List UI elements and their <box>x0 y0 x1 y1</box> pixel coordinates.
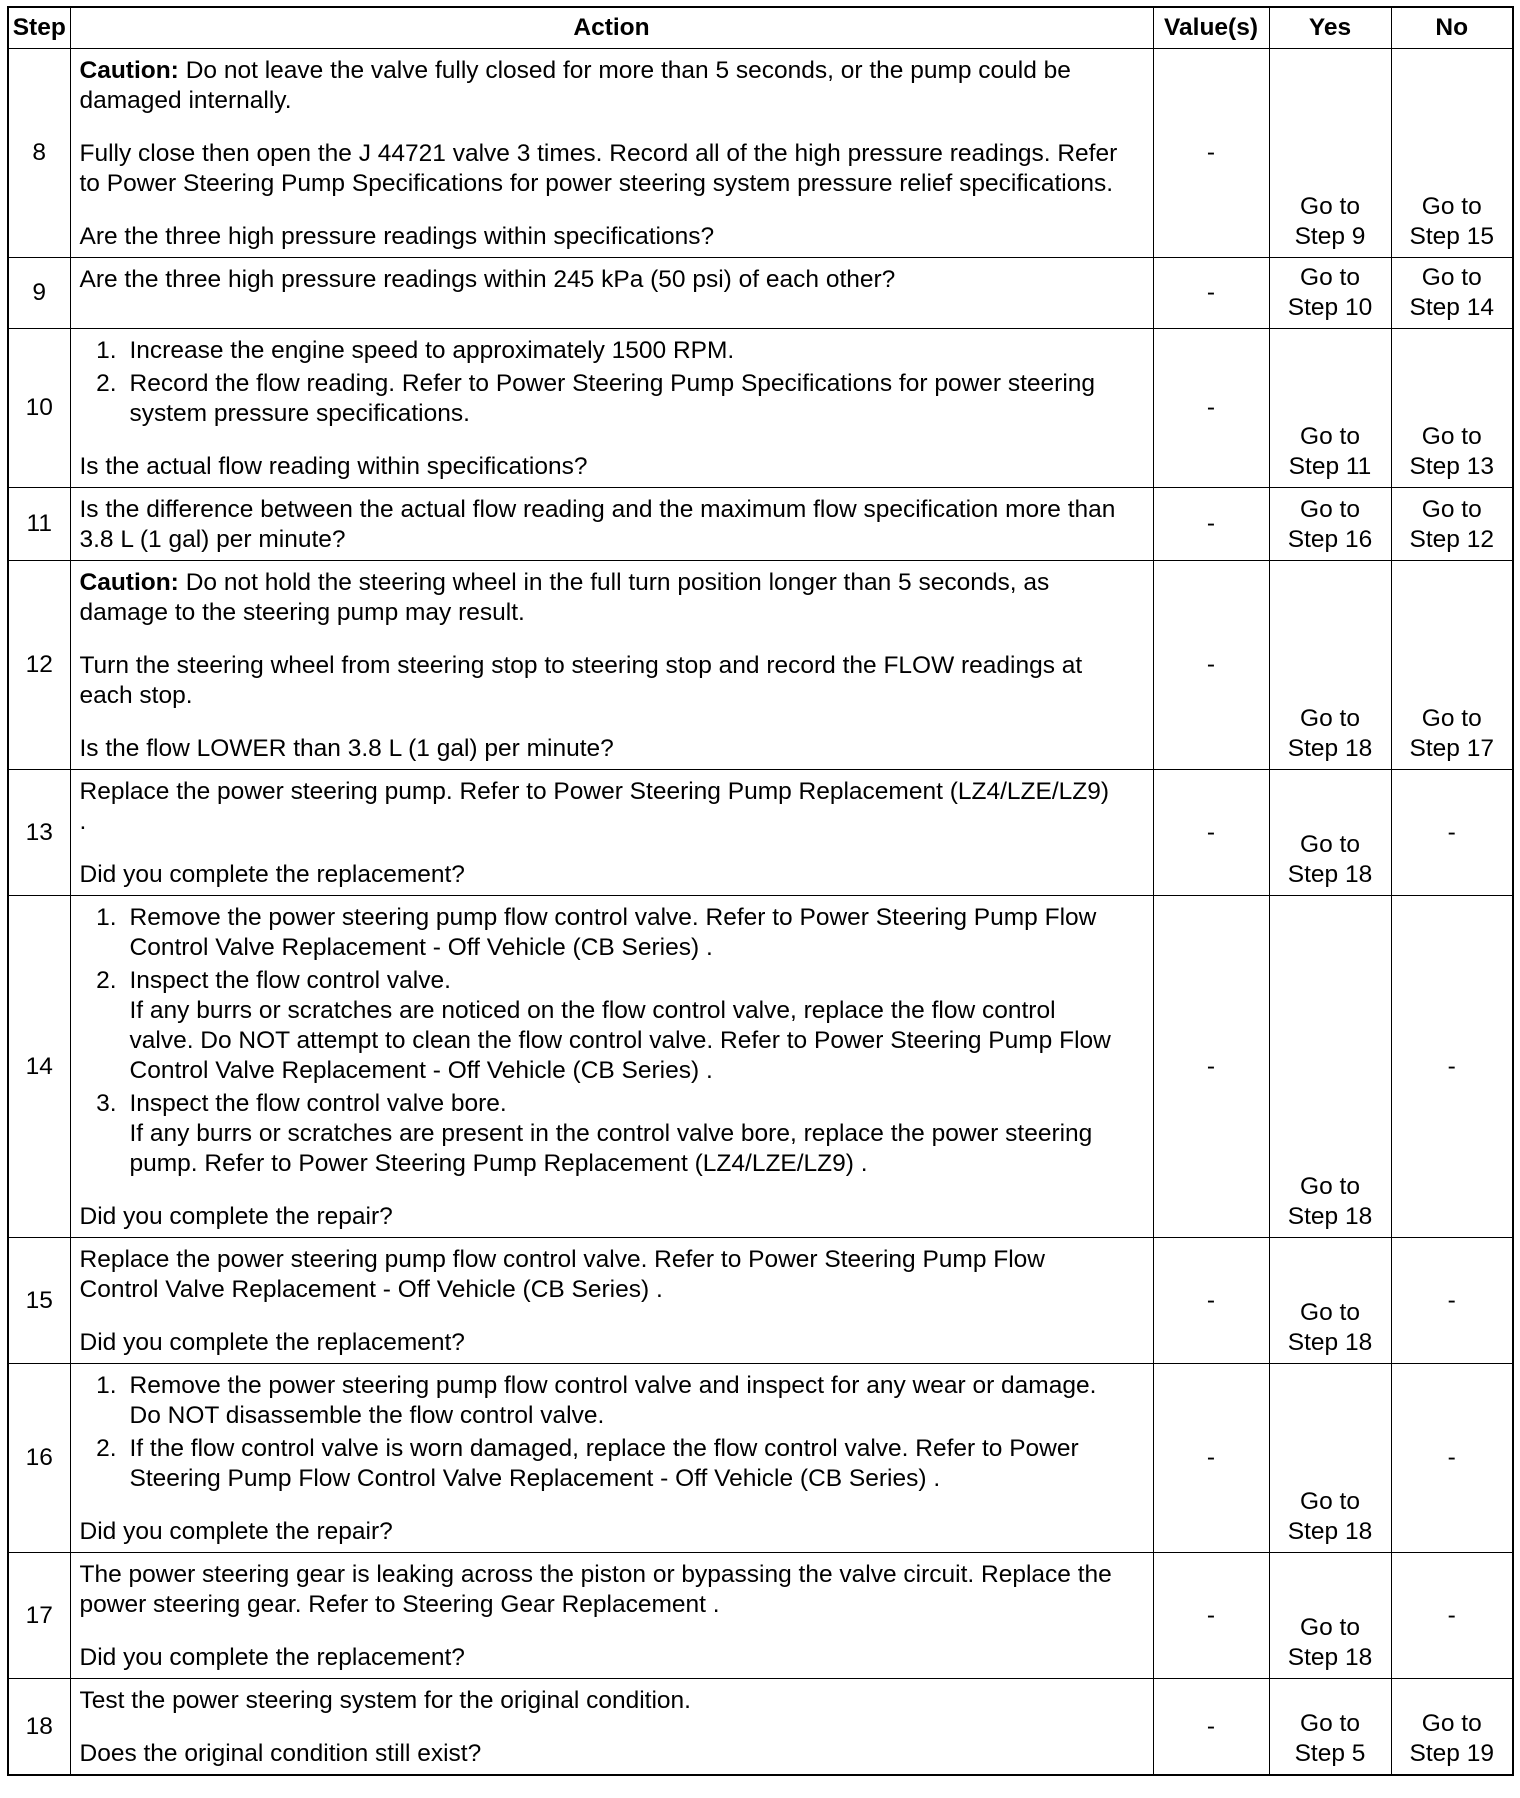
text-line: valve. Do NOT attempt to clean the flow control valve. Refer to Power Steering Pump Flow <box>129 1027 1111 1054</box>
caution-note <box>80 56 1147 116</box>
text-line: Control Valve Replacement - Off Vehicle (CB Series) . <box>129 934 713 961</box>
list-number: 2. <box>96 967 117 994</box>
no-cell <box>1391 1679 1513 1776</box>
text-line: Does the original condition still exist? <box>79 1740 482 1767</box>
question <box>80 734 1147 764</box>
no-result: Go to Step 15 <box>1409 193 1494 250</box>
action-cell <box>70 258 1153 329</box>
text-line: Remove the power steering pump flow control valve and inspect for any wear or damage. <box>129 1372 1097 1399</box>
action-cell <box>70 561 1153 770</box>
yes-cell <box>1269 561 1391 770</box>
value-cell: - <box>1153 1238 1269 1364</box>
step-number-cell: 16 <box>8 1364 70 1553</box>
step-row <box>8 561 1513 770</box>
yes-result: Go to Step 18 <box>1287 1299 1373 1356</box>
value-cell: - <box>1153 258 1269 329</box>
action-cell <box>70 896 1153 1238</box>
step-number-cell: 13 <box>8 770 70 896</box>
list-item <box>80 1434 1147 1494</box>
yes-cell <box>1269 770 1391 896</box>
text-line: Did you complete the replacement? <box>79 1644 465 1671</box>
question <box>80 1328 1147 1358</box>
header-values: Value(s) <box>1153 7 1269 49</box>
caution-note <box>80 568 1147 628</box>
action-cell <box>70 1553 1153 1679</box>
text-run: Do not leave the valve fully closed for more than 5 seconds, or the pump could be <box>185 57 1071 84</box>
yes-result: Go to Step 9 <box>1294 193 1366 250</box>
yes-result: Go to Step 18 <box>1287 705 1373 762</box>
yes-cell <box>1269 896 1391 1238</box>
yes-result: Go to Step 10 <box>1287 264 1373 321</box>
no-cell <box>1391 488 1513 561</box>
list-number: 1. <box>96 1372 117 1399</box>
text-line: Steering Pump Flow Control Valve Replacement - Off Vehicle (CB Series) . <box>129 1465 941 1492</box>
yes-result: Go to Step 16 <box>1287 496 1373 553</box>
list-item <box>80 336 1147 366</box>
no-result: - <box>1447 1601 1456 1629</box>
paragraph <box>80 1245 1147 1305</box>
text-line: damage to the steering pump may result. <box>79 599 525 626</box>
step-row <box>8 1679 1513 1776</box>
paragraph <box>80 1686 1147 1716</box>
action-cell <box>70 1364 1153 1553</box>
value-cell: - <box>1153 49 1269 258</box>
step-row <box>8 488 1513 561</box>
text-line: damaged internally. <box>79 87 292 114</box>
no-result: Go to Step 13 <box>1409 423 1494 480</box>
text-line: Control Valve Replacement - Off Vehicle (CB Series) . <box>79 1276 663 1303</box>
yes-result: Go to Step 18 <box>1287 1614 1373 1671</box>
header-row <box>8 7 1513 49</box>
question <box>80 1517 1147 1547</box>
header-action: Action <box>70 7 1153 49</box>
text-line: Is the actual flow reading within specifications? <box>79 453 588 480</box>
yes-cell <box>1269 1238 1391 1364</box>
no-cell <box>1391 329 1513 488</box>
value-cell: - <box>1153 1364 1269 1553</box>
yes-cell <box>1269 488 1391 561</box>
text-line <box>80 568 1147 598</box>
list-number: 1. <box>96 904 117 931</box>
list-number: 3. <box>96 1090 117 1117</box>
text-line: Do NOT disassemble the flow control valve. <box>129 1402 605 1429</box>
value-cell: - <box>1153 1679 1269 1776</box>
step-row <box>8 1553 1513 1679</box>
text-line: The power steering gear is leaking across the piston or bypassing the valve circuit. Replace the <box>79 1561 1112 1588</box>
step-number-cell: 18 <box>8 1679 70 1776</box>
question <box>80 1202 1147 1232</box>
text-line: Fully close then open the J 44721 valve 3 times. Record all of the high pressure readings. Refer <box>79 140 1118 167</box>
action-cell <box>70 1238 1153 1364</box>
paragraph <box>80 777 1147 837</box>
text-line: Did you complete the repair? <box>79 1203 393 1230</box>
value-cell: - <box>1153 770 1269 896</box>
yes-result: Go to Step 18 <box>1287 831 1373 888</box>
no-cell <box>1391 49 1513 258</box>
header-yes: Yes <box>1269 7 1391 49</box>
header-no: No <box>1391 7 1513 49</box>
no-result: Go to Step 17 <box>1409 705 1494 762</box>
caution-label: Caution: <box>79 569 179 596</box>
text-line: Remove the power steering pump flow control valve. Refer to Power Steering Pump Flow <box>129 904 1097 931</box>
list-item <box>80 966 1147 1086</box>
yes-cell <box>1269 49 1391 258</box>
value-cell: - <box>1153 488 1269 561</box>
text-line: . <box>79 808 87 835</box>
text-line: Are the three high pressure readings within specifications? <box>79 223 715 250</box>
text-line: Control Valve Replacement - Off Vehicle (CB Series) . <box>129 1057 713 1084</box>
no-cell <box>1391 770 1513 896</box>
step-number-cell: 14 <box>8 896 70 1238</box>
step-number-cell: 9 <box>8 258 70 329</box>
no-cell <box>1391 1238 1513 1364</box>
step-row <box>8 1238 1513 1364</box>
caution-label: Caution: <box>79 57 179 84</box>
step-row <box>8 1364 1513 1553</box>
question <box>80 265 1147 295</box>
step-row <box>8 770 1513 896</box>
yes-cell <box>1269 258 1391 329</box>
text-line: Did you complete the repair? <box>79 1518 393 1545</box>
text-run: Do not hold the steering wheel in the full turn position longer than 5 seconds, as <box>185 569 1050 596</box>
step-row <box>8 258 1513 329</box>
text-line <box>80 56 1147 86</box>
no-result: - <box>1447 1052 1456 1080</box>
step-row <box>8 329 1513 488</box>
step-number-cell: 17 <box>8 1553 70 1679</box>
no-result: Go to Step 12 <box>1409 496 1494 553</box>
no-cell <box>1391 896 1513 1238</box>
text-line: Are the three high pressure readings within 245 kPa (50 psi) of each other? <box>79 266 896 293</box>
question <box>80 452 1147 482</box>
question <box>80 1643 1147 1673</box>
text-line: Replace the power steering pump flow control valve. Refer to Power Steering Pump Flow <box>79 1246 1045 1273</box>
numbered-list <box>80 903 1147 1179</box>
no-result: - <box>1447 1286 1456 1314</box>
no-cell <box>1391 1364 1513 1553</box>
yes-result: Go to Step 18 <box>1287 1173 1373 1230</box>
value-cell: - <box>1153 329 1269 488</box>
list-item <box>80 903 1147 963</box>
text-line: 3.8 L (1 gal) per minute? <box>79 526 346 553</box>
text-line: system pressure specifications. <box>129 400 470 427</box>
no-cell <box>1391 258 1513 329</box>
header-step: Step <box>8 7 70 49</box>
list-item <box>80 369 1147 429</box>
yes-cell <box>1269 1364 1391 1553</box>
text-line: Record the flow reading. Refer to Power Steering Pump Specifications for power steering <box>129 370 1096 397</box>
step-row <box>8 49 1513 258</box>
step-number-cell: 10 <box>8 329 70 488</box>
paragraph <box>80 651 1147 711</box>
table-body <box>8 49 1513 1776</box>
yes-cell <box>1269 329 1391 488</box>
yes-result: Go to Step 11 <box>1288 423 1372 480</box>
text-line: each stop. <box>79 682 193 709</box>
text-line: power steering gear. Refer to Steering Gear Replacement . <box>79 1591 720 1618</box>
question <box>80 860 1147 890</box>
step-number-cell: 11 <box>8 488 70 561</box>
numbered-list <box>80 1371 1147 1494</box>
no-result: - <box>1447 1444 1456 1471</box>
value-cell: - <box>1153 896 1269 1238</box>
text-line: If the flow control valve is worn damaged, replace the flow control valve. Refer to Power <box>129 1435 1079 1462</box>
paragraph <box>80 139 1147 199</box>
text-line: Is the flow LOWER than 3.8 L (1 gal) per minute? <box>79 735 614 762</box>
question <box>80 222 1147 252</box>
action-cell <box>70 49 1153 258</box>
text-line: Is the difference between the actual flow reading and the maximum flow specification more than <box>79 496 1116 523</box>
text-line: Did you complete the replacement? <box>79 861 465 888</box>
list-item <box>80 1371 1147 1431</box>
text-line: Increase the engine speed to approximately 1500 RPM. <box>129 337 735 364</box>
text-line: Test the power steering system for the original condition. <box>79 1687 691 1714</box>
text-line: If any burrs or scratches are present in the control valve bore, replace the power steering <box>129 1120 1093 1147</box>
no-cell <box>1391 561 1513 770</box>
no-result: Go to Step 19 <box>1409 1710 1494 1767</box>
action-cell <box>70 1679 1153 1776</box>
text-line: pump. Refer to Power Steering Pump Replacement (LZ4/LZE/LZ9) . <box>129 1150 868 1177</box>
no-cell <box>1391 1553 1513 1679</box>
yes-result: Go to Step 5 <box>1294 1710 1366 1767</box>
list-number: 1. <box>96 337 117 364</box>
step-number-cell: 12 <box>8 561 70 770</box>
list-number: 2. <box>96 1435 117 1462</box>
text-line: to Power Steering Pump Specifications for power steering system pressure relief specifications. <box>79 170 1114 197</box>
no-result: Go to Step 14 <box>1409 264 1494 321</box>
text-line: Inspect the flow control valve bore. <box>129 1090 507 1117</box>
action-cell <box>70 329 1153 488</box>
step-number-cell: 8 <box>8 49 70 258</box>
list-number: 2. <box>96 370 117 397</box>
action-cell <box>70 488 1153 561</box>
no-result: - <box>1447 818 1456 846</box>
yes-cell <box>1269 1679 1391 1776</box>
value-cell: - <box>1153 561 1269 770</box>
step-number-cell: 15 <box>8 1238 70 1364</box>
list-item <box>80 1089 1147 1179</box>
action-cell <box>70 770 1153 896</box>
question <box>80 1739 1147 1769</box>
text-line: Replace the power steering pump. Refer to Power Steering Pump Replacement (LZ4/LZE/LZ9) <box>79 778 1110 805</box>
text-line: Inspect the flow control valve. <box>129 967 451 994</box>
step-row <box>8 896 1513 1238</box>
numbered-list <box>80 336 1147 429</box>
paragraph <box>80 1560 1147 1620</box>
table-header <box>8 7 1513 49</box>
value-cell: - <box>1153 1553 1269 1679</box>
text-line: Did you complete the replacement? <box>79 1329 465 1356</box>
diagnostic-table <box>7 6 1514 1776</box>
question <box>80 495 1147 555</box>
yes-result: Go to Step 18 <box>1287 1488 1373 1545</box>
text-line: Turn the steering wheel from steering stop to steering stop and record the FLOW readings at <box>79 652 1083 679</box>
text-line: If any burrs or scratches are noticed on the flow control valve, replace the flow control <box>129 997 1056 1024</box>
yes-cell <box>1269 1553 1391 1679</box>
